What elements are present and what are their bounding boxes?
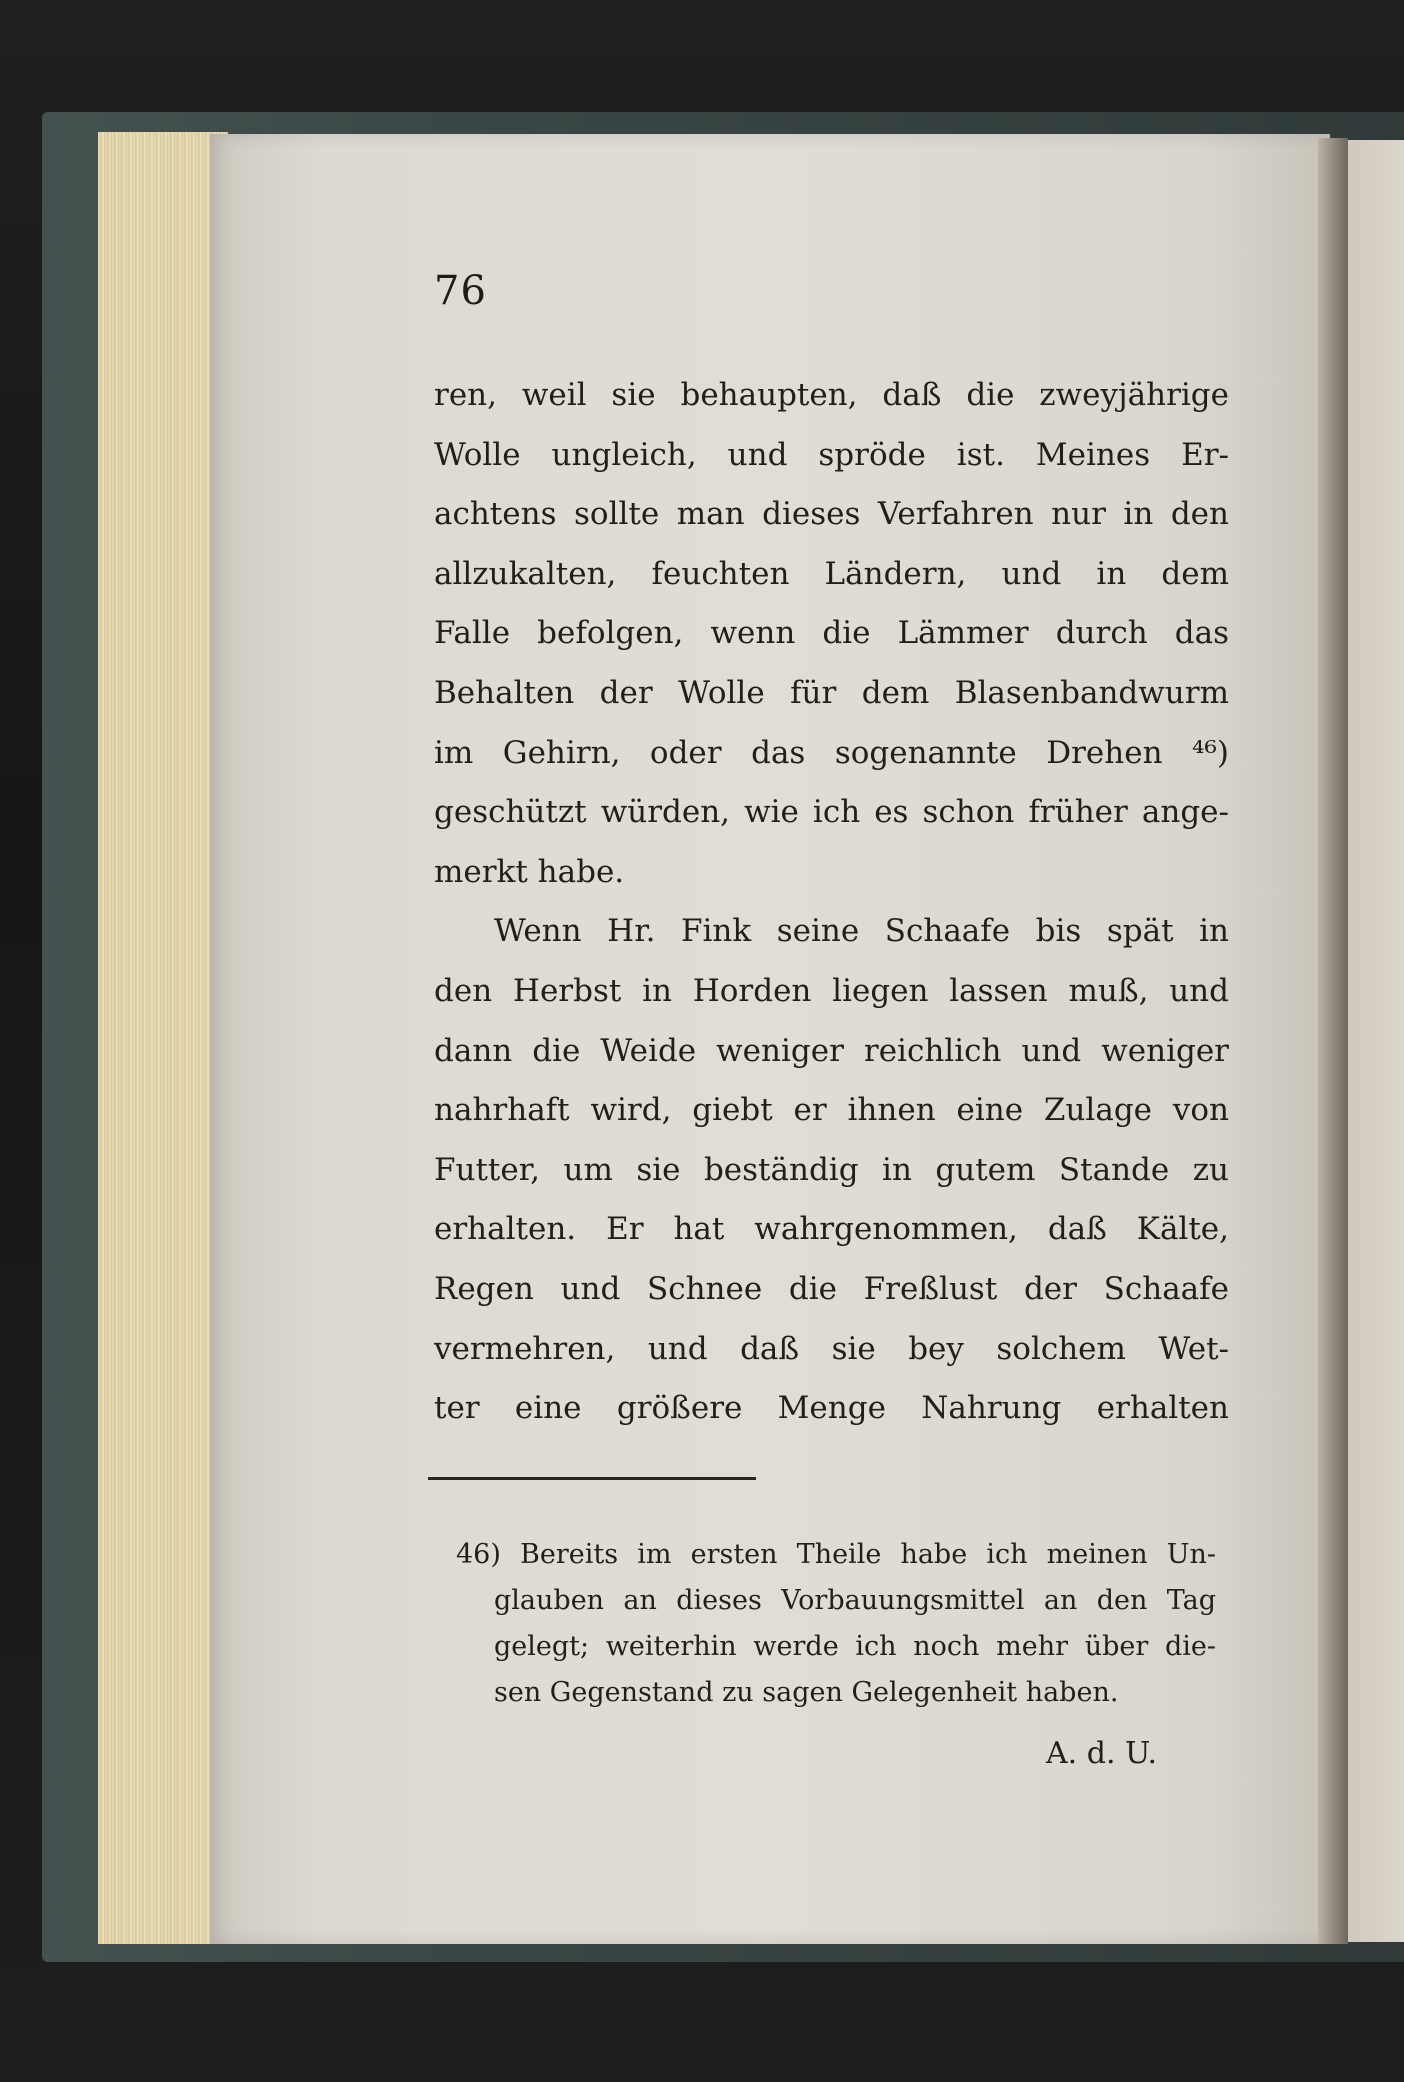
footnote bbox=[456, 1532, 1216, 1716]
text-line: Behalten der Wolle für dem Blasenbandwurm bbox=[434, 674, 1229, 711]
text-line: Regen und Schnee die Freßlust der Schaafe bbox=[434, 1270, 1229, 1307]
body-text bbox=[434, 366, 1229, 1439]
footnote-line: gelegt; weiterhin werde ich noch mehr über die- bbox=[494, 1631, 1216, 1662]
page-number: 76 bbox=[434, 268, 487, 314]
book-gutter bbox=[1318, 138, 1348, 1944]
text-line: nahrhaft wird, giebt er ihnen eine Zulage von bbox=[434, 1092, 1229, 1129]
text-line: ter eine größere Menge Nahrung erhalten bbox=[434, 1390, 1229, 1427]
text-line: erhalten. Er hat wahrgenommen, daß Kälte, bbox=[434, 1211, 1229, 1248]
text-line: den Herbst in Horden liegen lassen muß, und bbox=[434, 972, 1229, 1009]
facing-page-edge bbox=[1348, 140, 1404, 1942]
text-line: Falle befolgen, wenn die Lämmer durch das bbox=[434, 615, 1229, 652]
text-line: geschützt würden, wie ich es schon früher ange- bbox=[434, 794, 1229, 831]
footnote-line: glauben an dieses Vorbauungsmittel an den Tag bbox=[494, 1585, 1216, 1616]
footnote-line: 46) Bereits im ersten Theile habe ich meinen Un- bbox=[456, 1539, 1216, 1570]
text-line: Wenn Hr. Fink seine Schaafe bis spät in bbox=[494, 913, 1229, 950]
footnote-rule bbox=[428, 1477, 756, 1480]
page-edges bbox=[98, 132, 228, 1944]
text-line: achtens sollte man dieses Verfahren nur in den bbox=[434, 496, 1229, 533]
text-line: merkt habe. bbox=[434, 853, 625, 890]
text-line: allzukalten, feuchten Ländern, und in dem bbox=[434, 555, 1229, 592]
footnote-signature: A. d. U. bbox=[1046, 1736, 1158, 1771]
text-line: ren, weil sie behaupten, daß die zweyjährige bbox=[434, 377, 1229, 413]
text-line: im Gehirn, oder das sogenannte Drehen ⁴⁶) bbox=[434, 734, 1229, 771]
footnote-line: sen Gegenstand zu sagen Gelegenheit haben. bbox=[494, 1677, 1119, 1708]
text-line: Wolle ungleich, und spröde ist. Meines Er- bbox=[434, 436, 1229, 473]
text-line: dann die Weide weniger reichlich und weniger bbox=[434, 1032, 1229, 1069]
text-line: Futter, um sie beständig in gutem Stande zu bbox=[434, 1151, 1229, 1188]
text-line: vermehren, und daß sie bey solchem Wet- bbox=[434, 1330, 1229, 1367]
